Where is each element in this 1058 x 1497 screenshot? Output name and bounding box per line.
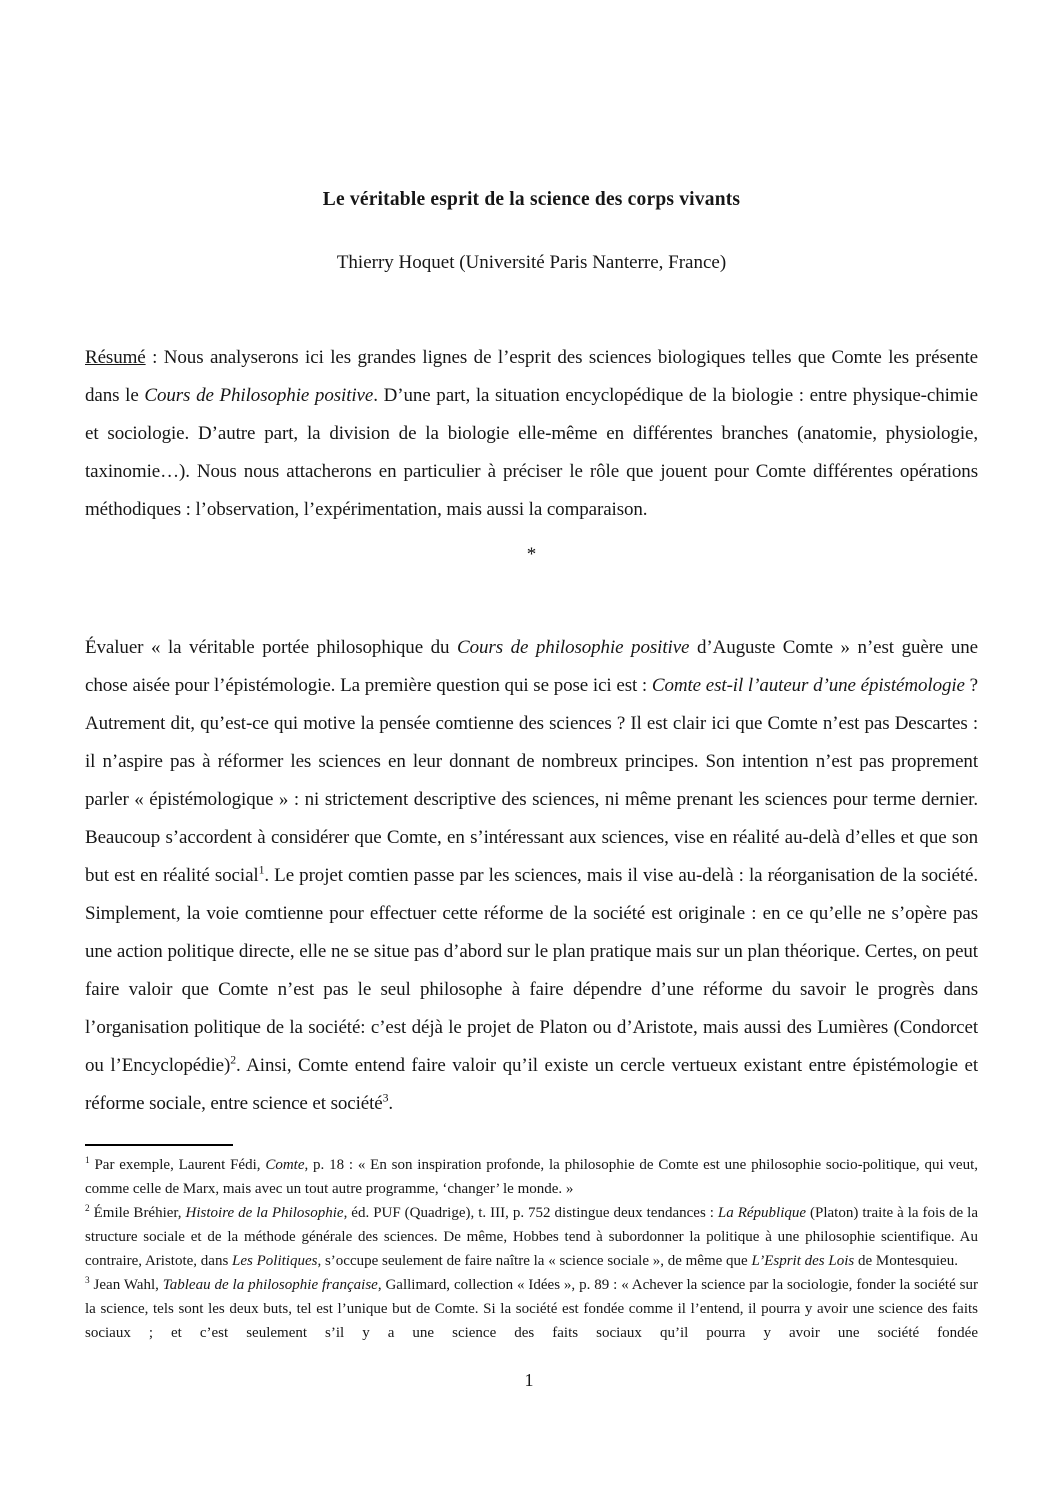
body-paragraph: Évaluer « la véritable portée philosophique du Cours de philosophie positive d’Auguste Comte » n’est guère une chose aisée pour l’épistémologie. La première question qui se pose ici est : Comte est-il l’auteur d’une épistémologie ? Autrement dit, qu’est-ce qui motive la pensée comtienne des sciences ? Il est clair ici que Comte n’est pas Descartes : il n’aspire pas à réformer les sciences en leur donnant de nombreux principes. Son intention n’est pas proprement parler « épistémologique » : ni strictement descriptive des sciences, ni même prenant les sciences pour terme dernier. Beaucoup s’accordent à considérer que Comte, en s’intéressant aux sciences, vise en réalité au-delà d’elles et que son but est en réalité social$^1$. Le projet comtien passe par les sciences, mais il vise au-delà : la réorganisation de la société. Simplement, la voie comtienne pour effectuer cette réforme de la société est originale : en ce qu’elle ne s’opère pas une action politique directe, elle ne se situe pas d’abord sur le plan pratique mais sur un plan théorique. Certes, on peut faire valoir que Comte n’est pas le seul philosophe à faire dépendre d’une réforme du savoir le progrès dans l’organisation politique de la société: c’est déjà le projet de Platon ou d’Aristote, mais aussi des Lumières (Condorcet ou l’Encyclopédie)$^2$. Ainsi, Comte entend faire valoir qu’il existe un cercle vertueux existant entre épistémologie et réforme sociale, entre science et société$^3$.	[85, 637, 978, 1114]
footnote-3: $^3$ Jean Wahl, Tableau de la philosophie française, Gallimard, collection « Idées », p. 89 : « Achever la science par la sociologie, fonder la société sur la science, tels sont les deux buts, tel est l’unique but de Comte. Si la société est fondée comme il l’entend, il pourra y avoir une science des faits sociaux ; et c’est seulement s’il y a une science des faits sociaux qu’il pourra y avoir une société fondée	[85, 1276, 978, 1341]
page-number: 1	[524, 1370, 534, 1390]
page-title: Le véritable esprit de la science des corps vivants	[322, 189, 741, 211]
footnote-separator-rule	[85, 1144, 233, 1146]
abstract-paragraph: Résumé : Nous analyserons ici les grandes lignes de l’esprit des sciences biologiques telles que Comte les présente dans le Cours de Philosophie positive. D’une part, la situation encyclopédique de la biologie : entre physique-chimie et sociologie. D’autre part, la division de la biologie elle-même en différentes branches (anatomie, physiologie, taxinomie…). Nous nous attacherons en particulier à préciser le rôle que jouent pour Comte différentes opérations méthodiques : l’observation, l’expérimentation, mais aussi la comparaison.	[85, 347, 978, 520]
footnote-2: $^2$ Émile Bréhier, Histoire de la Philosophie, éd. PUF (Quadrige), t. III, p. 752 distingue deux tendances : La République (Platon) traite à la fois de la structure sociale et de la méthode générale des sciences. De même, Hobbes tend à subordonner la politique à une philosophie scientifique. Au contraire, Aristote, dans Les Politiques, s’occupe seulement de faire naître la « science sociale », de même que L’Esprit des Lois de Montesquieu.	[85, 1204, 978, 1269]
footnote-area	[85, 1144, 978, 1345]
footnote-1: $^1$ Par exemple, Laurent Fédi, Comte, p. 18 : « En son inspiration profonde, la philosophie de Comte est une philosophie socio-politique, qui veut, comme celle de Marx, mais avec un tout autre programme, ‘changer’ le monde. »	[85, 1156, 978, 1197]
author-line: Thierry Hoquet (Université Paris Nanterre, France)	[336, 252, 727, 273]
section-divider-asterisk: *	[526, 544, 537, 565]
